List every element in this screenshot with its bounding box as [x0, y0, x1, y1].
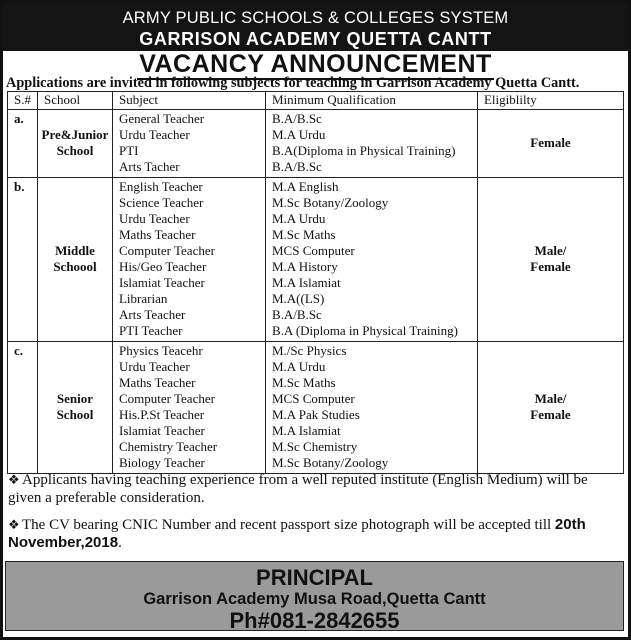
subject-list-line: Maths Teacher [118, 227, 196, 242]
academy-name: GARRISON ACADEMY QUETTA CANTT [139, 29, 492, 49]
table-header-row [8, 92, 624, 110]
organization-name: ARMY PUBLIC SCHOOLS & COLLEGES SYSTEM [122, 9, 509, 27]
col-header-eligibility: Eligiblilty [477, 92, 623, 110]
note-deadline-text: The CV bearing CNIC Number and recent passport size photograph will be accepted till [22, 517, 555, 533]
vacancy-table [7, 91, 624, 474]
subject-list-line: Maths Teacher [118, 375, 196, 390]
subject-list-line: Urdu Teacher [118, 359, 190, 374]
qualification-list [265, 110, 477, 178]
qualification-list-line: M.A Urdu [271, 127, 326, 142]
qualification-list-line: B.A/B.Sc [271, 307, 322, 322]
subject-list [112, 178, 265, 342]
subject-list-line: Arts Teacher [118, 307, 186, 322]
header-banner [3, 3, 628, 51]
eligibility-line: Female [530, 407, 571, 422]
qualification-list-line: M.Sc Maths [271, 375, 336, 390]
subject-list-line: Islamiat Teacher [118, 423, 205, 438]
note-deadline-end: . [118, 535, 122, 551]
school-name-line: Senior [56, 391, 94, 406]
serial-number: b. [8, 178, 38, 342]
subject-list-line: PTI Teacher [118, 323, 183, 338]
contact-title: PRINCIPAL [256, 565, 373, 590]
qualification-list-line: M.A Islamiat [271, 275, 341, 290]
qualification-list-line: M.A Islamiat [271, 423, 341, 438]
school-name-line: Middle [55, 243, 95, 258]
subject-list-line: PTI [118, 143, 139, 158]
contact-address: Garrison Academy Musa Road,Quetta Cantt [143, 590, 486, 608]
qualification-list-line: B.A (Diploma in Physical Training) [271, 323, 458, 338]
qualification-list-line: MCS Computer [271, 391, 355, 406]
diamond-bullet-icon: ❖ [8, 517, 20, 532]
page-title [0, 50, 631, 78]
note-deadline [8, 516, 618, 552]
col-header-sn: S.# [8, 92, 38, 110]
school-name-line: School [56, 407, 94, 422]
eligibility-line: Male/ [534, 391, 567, 406]
table-row [8, 342, 624, 474]
qualification-list-line: M.A Urdu [271, 211, 326, 226]
deadline-date: 20th November,2018 [8, 516, 586, 551]
note-experience [8, 471, 618, 507]
title-text: VACANCY ANNOUNCEMENT [139, 50, 492, 78]
intro-text: Applications are invited in following subjects for teaching in Garrison Academy Quetta Cantt. [6, 75, 580, 91]
subject-list-line: Science Teacher [118, 195, 204, 210]
qualification-list-line: MCS Computer [271, 243, 355, 258]
school-name [37, 342, 112, 474]
subject-list-line: Urdu Teacher [118, 127, 190, 142]
col-header-school: School [37, 92, 112, 110]
eligibility-line: Female [530, 135, 571, 150]
contact-phone: Ph#081-2842655 [229, 608, 400, 633]
diamond-bullet-icon: ❖ [8, 472, 20, 487]
subject-list-line: Biology Teacher [118, 455, 205, 470]
qualification-list-line: M.Sc Maths [271, 227, 336, 242]
subject-list-line: Urdu Teacher [118, 211, 190, 226]
serial-number: a. [8, 110, 38, 178]
col-header-subject: Subject [112, 92, 265, 110]
table-row [8, 110, 624, 178]
qualification-list-line: M.Sc Botany/Zoology [271, 195, 389, 210]
qualification-list-line: M.A Urdu [271, 359, 326, 374]
subject-list-line: His/Geo Teacher [118, 259, 207, 274]
qualification-list-line: B.A/B.Sc [271, 111, 322, 126]
serial-number: c. [8, 342, 38, 474]
eligibility [477, 178, 623, 342]
qualification-list-line: M.Sc Botany/Zoology [271, 455, 389, 470]
subject-list-line: English Teacher [118, 179, 203, 194]
qualification-list-line: B.A/B.Sc [271, 159, 322, 174]
school-name [37, 178, 112, 342]
contact-box [5, 561, 624, 631]
subject-list-line: Computer Teacher [118, 243, 215, 258]
subject-list [112, 342, 265, 474]
subject-list-line: His.P.St Teacher [118, 407, 205, 422]
subject-list-line: General Teacher [118, 111, 205, 126]
note-experience-text: Applicants having teaching experience from a well reputed institute (English Medium) will be given a preferable consideration. [8, 472, 588, 506]
qualification-list [265, 342, 477, 474]
subject-list-line: Islamiat Teacher [118, 275, 205, 290]
school-name-line: Pre&Junior [41, 127, 109, 142]
qualification-list-line: M.A English [271, 179, 339, 194]
eligibility [477, 110, 623, 178]
qualification-list-line: M.Sc Chemistry [271, 439, 358, 454]
subject-list [112, 110, 265, 178]
table-row [8, 178, 624, 342]
subject-list-line: Computer Teacher [118, 391, 215, 406]
qualification-list-line: M./Sc Physics [271, 343, 347, 358]
qualification-list-line: B.A(Diploma in Physical Training) [271, 143, 456, 158]
school-name-line: Schoool [53, 259, 97, 274]
qualification-list [265, 178, 477, 342]
qualification-list-line: M.A Pak Studies [271, 407, 360, 422]
subject-list-line: Arts Tacher [118, 159, 180, 174]
school-name-line: School [56, 143, 94, 158]
eligibility-line: Female [530, 259, 571, 274]
qualification-list-line: M.A History [271, 259, 338, 274]
eligibility [477, 342, 623, 474]
school-name [37, 110, 112, 178]
subject-list-line: Librarian [118, 291, 168, 306]
subject-list-line: Physics Teacehr [118, 343, 203, 358]
subject-list-line: Chemistry Teacher [118, 439, 218, 454]
eligibility-line: Male/ [534, 243, 567, 258]
col-header-qualification: Minimum Qualification [265, 92, 477, 110]
qualification-list-line: M.A((LS) [271, 291, 325, 306]
